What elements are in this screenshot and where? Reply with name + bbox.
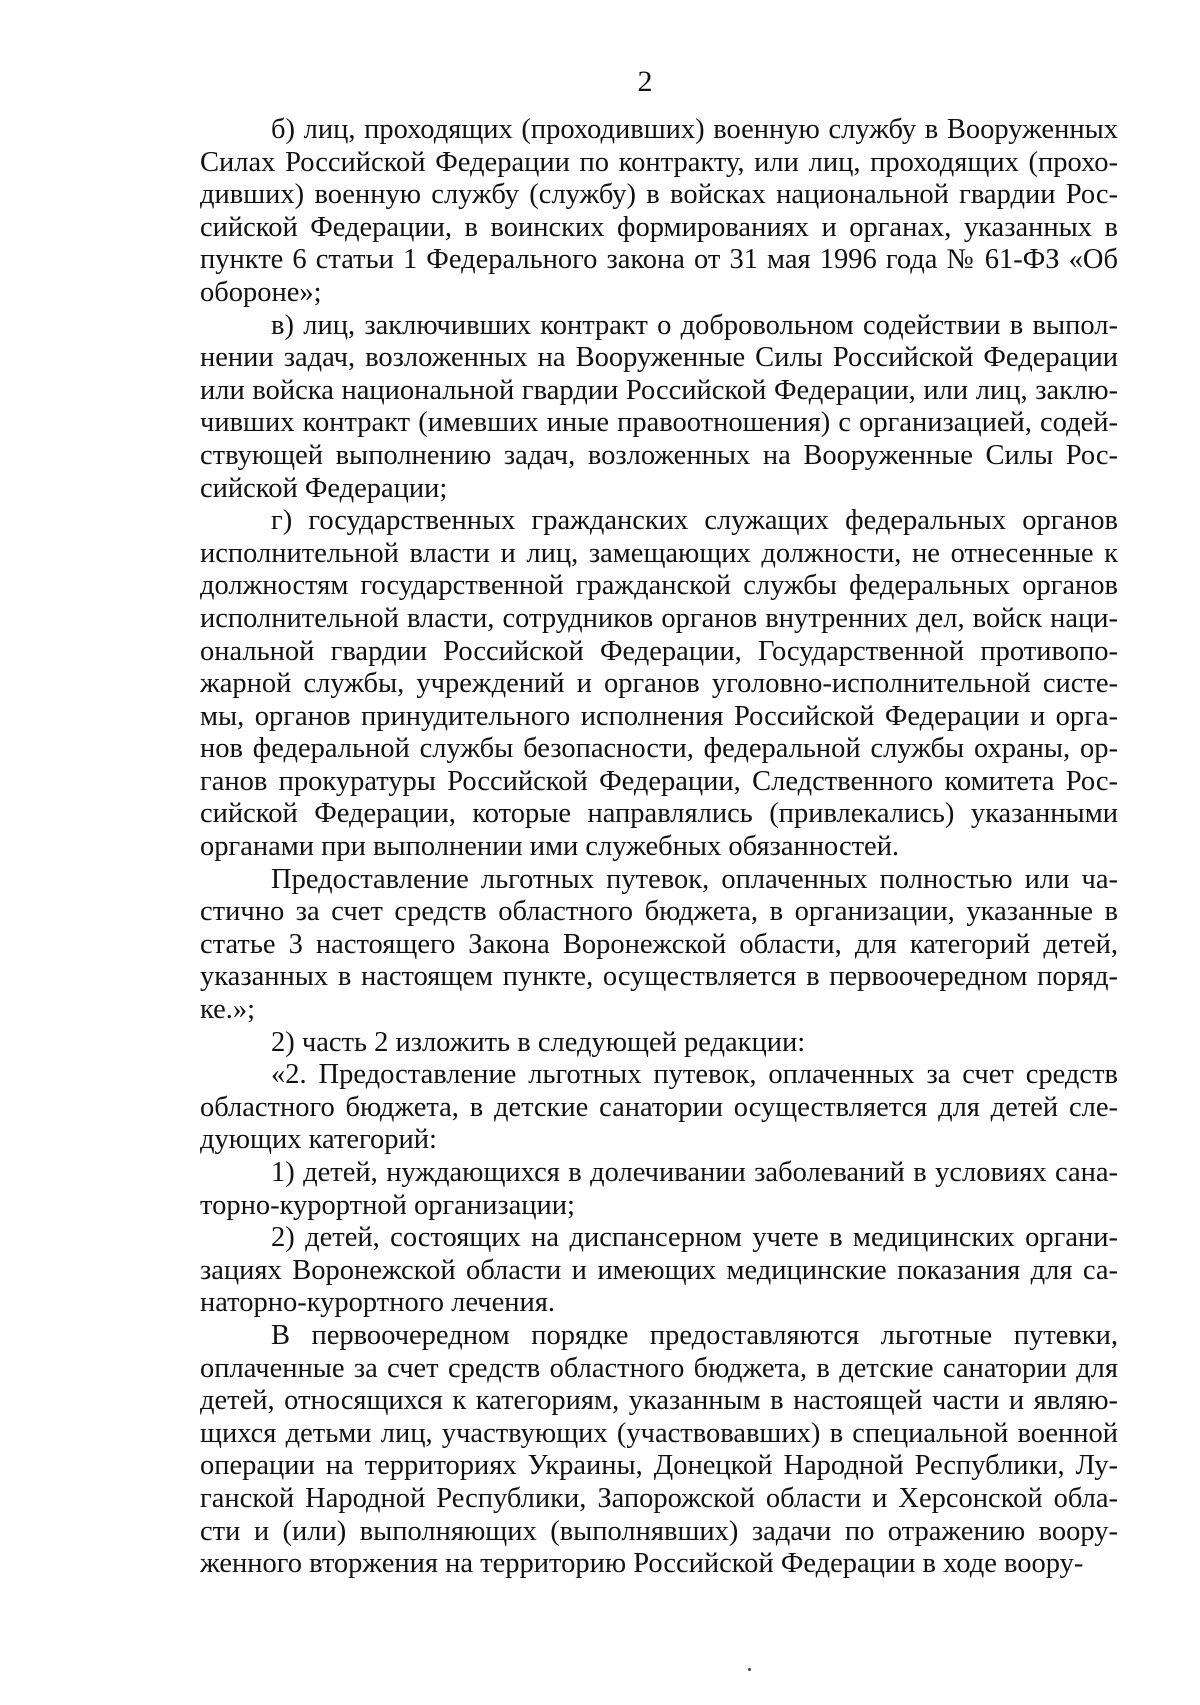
- paragraph-priority-order: В первоочередном порядке предоставляются льготные путевки, оплаченные за счет средств областного бюджета, в детские санатории для детей, относящихся к категориям, указанным в настоящей части и являющихся детьми лиц, участвующих (участвовавших) в специальной военной операции на территориях Украины, Донецкой Народной Республики, Луганской Народной Республики, Запорожской области и Херсонской области и (или) выполняющих (выполнявших) задачи по отражению вооруженного вторжения на территорию Российской Федерации в ходе воору-: [200, 1319, 1118, 1580]
- paragraph-item-2: 2) детей, состоящих на диспансерном учете в медицинских организациях Воронежской области и имеющих медицинские показания для санаторно-курортного лечения.: [200, 1222, 1118, 1319]
- page-number: 2: [637, 65, 653, 98]
- scan-dot: [748, 1668, 751, 1671]
- paragraph-b: б) лиц, проходящих (проходивших) военную службу в Вооруженных Силах Российской Федерации по контракту, или лиц, проходящих (проходивших) военную службу (службу) в войсках национальной гвардии Российской Федерации, в воинских формированиях и органах, указанных в пункте 6 статьи 1 Федерального закона от 31 мая 1996 года № 61-ФЗ «Об обороне»;: [200, 114, 1118, 308]
- paragraph-amendment-part-2: 2) часть 2 изложить в следующей редакции:: [271, 1026, 806, 1058]
- paragraph-v: в) лиц, заключивших контракт о добровольном содействии в выполнении задач, возложенных на Вооруженные Силы Российской Федерации или войска национальной гвардии Российской Федерации, или лиц, заключивших контракт (имевших иные правоотношения) с организацией, содействующей выполнению задач, возложенных на Вооруженные Силы Российской Федерации;: [200, 309, 1118, 504]
- paragraph-part-2-text: «2. Предоставление льготных путевок, оплаченных за счет средств областного бюджета, в детские санатории осуществляется для детей следующих категорий:: [200, 1059, 1118, 1156]
- paragraph-g: г) государственных гражданских служащих федеральных органов исполнительной власти и лиц, замещающих должности, не отнесенные к должностям государственной гражданской службы федеральных органов исполнительной власти, сотрудников органов внутренних дел, войск национальной гвардии Российской Федерации, Государственной противопожарной службы, учреждений и органов уголовно-исполнительной системы, органов принудительного исполнения Российской Федерации и органов федеральной службы безопасности, федеральной службы охраны, органов прокуратуры Российской Федерации, Следственного комитета Российской Федерации, которые направлялись (привлекались) указанными органами при выполнении ими служебных обязанностей.: [200, 505, 1118, 863]
- paragraph-priority-provision: Предоставление льготных путевок, оплаченных полностью или частично за счет средств областного бюджета, в организации, указанные в статье 3 настоящего Закона Воронежской области, для категорий детей, указанных в настоящем пункте, осуществляется в первоочередном порядке.»;: [200, 863, 1118, 1026]
- paragraph-item-1: 1) детей, нуждающихся в долечивании заболеваний в условиях санаторно-курортной организации;: [200, 1157, 1118, 1221]
- document-body: [200, 114, 1118, 1581]
